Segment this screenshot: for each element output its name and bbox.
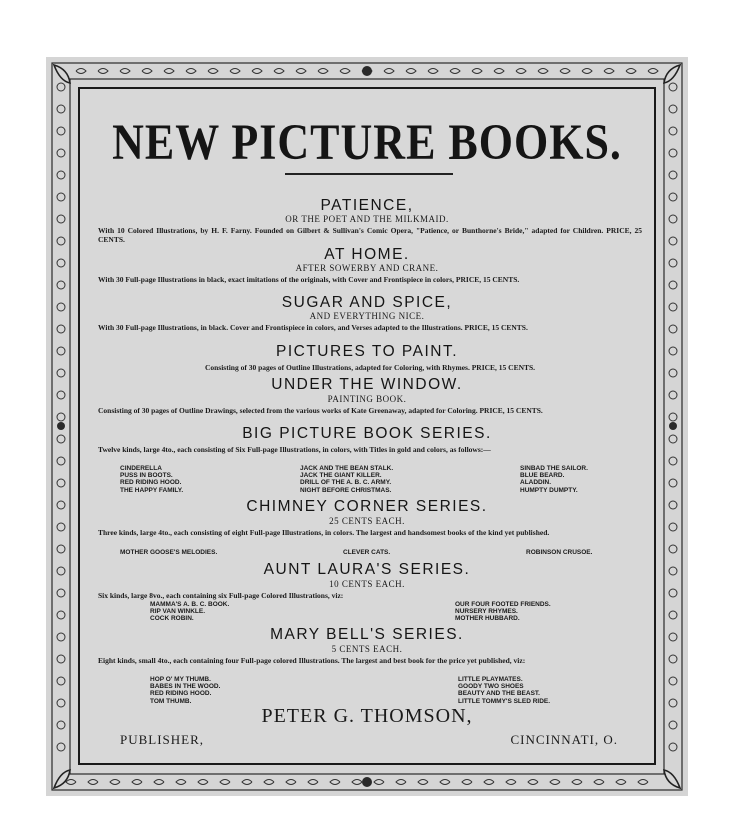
scroll-ornament <box>66 780 76 785</box>
book-list-column <box>120 549 217 556</box>
section-subtitle-aunt-lauras-series: 10 CENTS EACH. <box>329 579 405 589</box>
book-list-column <box>150 676 220 705</box>
scroll-ornament <box>669 237 677 245</box>
scroll-ornament <box>57 501 65 509</box>
scroll-ornament <box>57 369 65 377</box>
section-title-big-picture-book-series: BIG PICTURE BOOK SERIES. <box>242 425 492 442</box>
scroll-ornament <box>286 780 296 785</box>
scroll-ornament <box>57 259 65 267</box>
scroll-ornament <box>374 780 384 785</box>
book-title: GOODY TWO SHOES <box>458 683 524 691</box>
book-list-column <box>526 549 592 556</box>
book-title: ALADDIN. <box>520 479 552 487</box>
book-title: MOTHER GOOSE'S MELODIES. <box>120 549 218 556</box>
scroll-ornament <box>57 589 65 597</box>
scroll-ornament <box>318 69 328 74</box>
book-title: DRILL OF THE A. B. C. ARMY. <box>300 479 392 487</box>
scroll-ornament <box>669 545 677 553</box>
scroll-ornament <box>440 780 450 785</box>
scroll-ornament <box>164 69 174 74</box>
book-title: COCK ROBIN. <box>150 615 194 623</box>
scroll-ornament <box>57 193 65 201</box>
scroll-ornament <box>516 69 526 74</box>
book-title: NURSERY RHYMES. <box>455 608 518 616</box>
section-description-at-home: With 30 Full-page Illustrations in black, exact imitations of the originals, with Cover and Frontispiece in colors, PRICE, 15 CENTS. <box>98 275 520 284</box>
section-subtitle-under-the-window: PAINTING BOOK. <box>327 394 407 404</box>
scroll-ornament <box>57 633 65 641</box>
scroll-ornament <box>669 523 677 531</box>
scroll-ornament <box>384 69 394 74</box>
section-description-aunt-lauras-series: Six kinds, large 8vo., each containing six Full-page Colored Illustrations, viz: <box>98 591 344 600</box>
book-title: THE HAPPY FAMILY. <box>120 486 184 494</box>
scroll-ornament <box>669 435 677 443</box>
scroll-ornament <box>506 780 516 785</box>
section-subtitle-at-home: AFTER SOWERBY AND CRANE. <box>295 263 439 273</box>
book-title: JACK AND THE BEAN STALK. <box>300 465 394 472</box>
scroll-ornament <box>669 413 677 421</box>
scroll-ornament <box>669 127 677 135</box>
book-title: MAMMA'S A. B. C. BOOK. <box>150 601 230 608</box>
book-title: NIGHT BEFORE CHRISTMAS. <box>300 486 392 494</box>
scroll-ornament <box>208 69 218 74</box>
scroll-ornament <box>57 347 65 355</box>
scroll-ornament <box>230 69 240 74</box>
scroll-ornament <box>120 69 130 74</box>
section-description-pictures-to-paint: Consisting of 30 pages of Outline Illustrations, adapted for Coloring, with Rhymes. PRICE, 15 CENTS. <box>204 363 536 372</box>
scroll-ornament <box>110 780 120 785</box>
scroll-ornament <box>132 780 142 785</box>
book-title: HOP O' MY THUMB. <box>150 676 211 683</box>
scroll-ornament <box>669 171 677 179</box>
scroll-ornament <box>669 633 677 641</box>
scroll-ornament <box>57 413 65 421</box>
scroll-ornament <box>57 303 65 311</box>
section-description-chimney-corner-series: Three kinds, large 4to., each consisting of eight Full-page Illustrations, in colors. The largest and handsomest books of the kind yet published. <box>98 528 550 537</box>
scroll-ornament <box>669 281 677 289</box>
publisher-city: CINCINNATI, O. <box>510 732 618 747</box>
scroll-ornament <box>538 69 548 74</box>
scroll-ornament <box>669 391 677 399</box>
book-title: SINBAD THE SAILOR. <box>520 465 588 472</box>
scroll-ornament <box>494 69 504 74</box>
scroll-ornament <box>57 479 65 487</box>
section-description-under-the-window: Consisting of 30 pages of Outline Drawings, selected from the various works of Kate Greenaway, adapted for Coloring. PRICE, 15 CENTS. <box>98 406 543 415</box>
scroll-ornament <box>626 69 636 74</box>
book-list-column <box>300 465 393 494</box>
scroll-ornament <box>669 743 677 751</box>
scroll-ornament <box>560 69 570 74</box>
scroll-ornament <box>669 149 677 157</box>
scroll-ornament <box>198 780 208 785</box>
section-description-big-picture-book-series: Twelve kinds, large 4to., each consisting of Six Full-page Illustrations, in colors, with Titles in gold and colors, as follows:— <box>98 445 491 454</box>
scroll-ornament <box>669 259 677 267</box>
scroll-ornament <box>669 325 677 333</box>
scroll-ornament <box>472 69 482 74</box>
scroll-ornament <box>669 677 677 685</box>
scroll-ornament <box>57 545 65 553</box>
scroll-ornament <box>550 780 560 785</box>
scroll-ornament <box>57 215 65 223</box>
book-title: OUR FOUR FOOTED FRIENDS. <box>455 601 551 608</box>
scroll-ornament <box>648 69 658 74</box>
scroll-ornament <box>176 780 186 785</box>
scroll-ornament <box>669 501 677 509</box>
section-description-patience: With 10 Colored Illustrations, by H. F. Farny. Founded on Gilbert & Sullivan's Comic Opera, "Patience, or Bunthorne's Bride," adapted for Children. PRICE, 25 CENTS. <box>98 226 642 244</box>
scroll-ornament <box>669 479 677 487</box>
book-title: PUSS IN BOOTS. <box>120 472 173 480</box>
scroll-ornament <box>616 780 626 785</box>
scroll-ornament <box>57 149 65 157</box>
scroll-ornament <box>638 780 648 785</box>
scroll-ornament <box>57 457 65 465</box>
section-title-at-home: AT HOME. <box>324 246 410 263</box>
book-list-column <box>520 465 588 494</box>
scroll-ornament <box>88 780 98 785</box>
scroll-ornament <box>57 325 65 333</box>
section-title-pictures-to-paint: PICTURES TO PAINT. <box>275 343 459 360</box>
publisher-name: PETER G. THOMSON, <box>261 705 473 727</box>
scroll-ornament <box>57 83 65 91</box>
scroll-ornament <box>528 780 538 785</box>
book-title: CINDERELLA <box>120 465 162 472</box>
book-title: JACK THE GIANT KILLER. <box>300 472 382 480</box>
book-list-column <box>150 601 229 623</box>
scroll-ornament <box>252 69 262 74</box>
scroll-ornament <box>296 69 306 74</box>
scroll-ornament <box>604 69 614 74</box>
scroll-ornament <box>57 655 65 663</box>
scroll-ornament <box>669 589 677 597</box>
book-title: LITTLE PLAYMATES. <box>458 676 523 683</box>
book-list-column <box>458 676 550 705</box>
scroll-ornament <box>98 69 108 74</box>
section-description-sugar-and-spice: With 30 Full-page Illustrations, in black. Cover and Frontispiece in colors, and Verses adapted to the Illustrations. PRICE, 15 CENTS. <box>98 323 528 332</box>
book-list-column <box>455 601 551 623</box>
scroll-ornament <box>669 303 677 311</box>
section-subtitle-patience: OR THE POET AND THE MILKMAID. <box>285 214 449 224</box>
scroll-ornament <box>418 780 428 785</box>
scroll-ornament <box>186 69 196 74</box>
book-title: BEAUTY AND THE BEAST. <box>458 690 540 698</box>
scroll-ornament <box>594 780 604 785</box>
section-title-under-the-window: UNDER THE WINDOW. <box>271 376 463 393</box>
section-subtitle-mary-bells-series: 5 CENTS EACH. <box>331 644 403 654</box>
book-title: MOTHER HUBBARD. <box>455 615 520 623</box>
section-title-aunt-lauras-series: AUNT LAURA'S SERIES. <box>263 561 471 578</box>
scroll-ornament <box>308 780 318 785</box>
book-title: HUMPTY DUMPTY. <box>520 486 578 494</box>
scroll-ornament <box>274 69 284 74</box>
scroll-ornament <box>396 780 406 785</box>
scroll-ornament <box>340 69 350 74</box>
book-title: ROBINSON CRUSOE. <box>526 549 593 556</box>
scroll-ornament <box>450 69 460 74</box>
scroll-ornament <box>669 699 677 707</box>
scroll-ornament <box>57 281 65 289</box>
scroll-ornament <box>57 677 65 685</box>
scroll-ornament <box>220 780 230 785</box>
section-subtitle-sugar-and-spice: AND EVERYTHING NICE. <box>309 311 425 321</box>
scroll-ornament <box>57 743 65 751</box>
page-title: NEW PICTURE BOOKS. <box>112 114 622 171</box>
section-subtitle-chimney-corner-series: 25 CENTS EACH. <box>329 516 405 526</box>
scroll-ornament <box>142 69 152 74</box>
section-title-patience: PATIENCE, <box>320 197 414 214</box>
book-title: BABES IN THE WOOD. <box>150 683 221 691</box>
scroll-ornament <box>406 69 416 74</box>
scroll-ornament <box>669 347 677 355</box>
scroll-ornament <box>669 83 677 91</box>
scroll-ornament <box>57 435 65 443</box>
scroll-ornament <box>242 780 252 785</box>
book-title: RED RIDING HOOD. <box>120 479 182 487</box>
scroll-ornament <box>669 567 677 575</box>
scroll-ornament <box>669 655 677 663</box>
scroll-ornament <box>428 69 438 74</box>
book-title: LITTLE TOMMY'S SLED RIDE. <box>458 697 551 705</box>
book-title: RED RIDING HOOD. <box>150 690 212 698</box>
scroll-ornament <box>57 171 65 179</box>
scroll-ornament <box>154 780 164 785</box>
book-title: TOM THUMB. <box>150 697 192 705</box>
scroll-ornament <box>264 780 274 785</box>
scroll-ornament <box>330 780 340 785</box>
book-title: RIP VAN WINKLE. <box>150 608 206 616</box>
section-description-mary-bells-series: Eight kinds, small 4to., each containing four Full-page colored Illustrations. The largest and best book for the price yet published, viz: <box>98 656 526 665</box>
scroll-ornament <box>57 391 65 399</box>
book-title: CLEVER CATS. <box>343 549 391 556</box>
scroll-ornament <box>352 780 362 785</box>
section-title-chimney-corner-series: CHIMNEY CORNER SERIES. <box>246 498 488 515</box>
scroll-ornament <box>669 457 677 465</box>
scroll-ornament <box>57 699 65 707</box>
scroll-ornament <box>57 127 65 135</box>
scroll-ornament <box>669 721 677 729</box>
scroll-ornament <box>669 611 677 619</box>
scroll-ornament <box>57 611 65 619</box>
content-panel <box>78 87 656 765</box>
scroll-ornament <box>76 69 86 74</box>
scroll-ornament <box>57 567 65 575</box>
scroll-ornament <box>57 237 65 245</box>
scroll-ornament <box>669 369 677 377</box>
scroll-ornament <box>572 780 582 785</box>
title-rule <box>285 173 453 175</box>
section-title-mary-bells-series: MARY BELL'S SERIES. <box>270 626 464 643</box>
scroll-ornament <box>669 105 677 113</box>
scroll-ornament <box>57 105 65 113</box>
advertisement-sheet <box>46 57 688 796</box>
scroll-ornament <box>57 523 65 531</box>
publisher-role: PUBLISHER, <box>120 732 205 747</box>
scroll-ornament <box>669 193 677 201</box>
book-list-column <box>120 465 183 494</box>
book-list-column <box>343 549 390 556</box>
book-title: BLUE BEARD. <box>520 472 565 480</box>
scroll-ornament <box>669 215 677 223</box>
section-title-sugar-and-spice: SUGAR AND SPICE, <box>281 294 453 311</box>
scroll-ornament <box>582 69 592 74</box>
scroll-ornament <box>484 780 494 785</box>
scroll-ornament <box>462 780 472 785</box>
scroll-ornament <box>57 721 65 729</box>
